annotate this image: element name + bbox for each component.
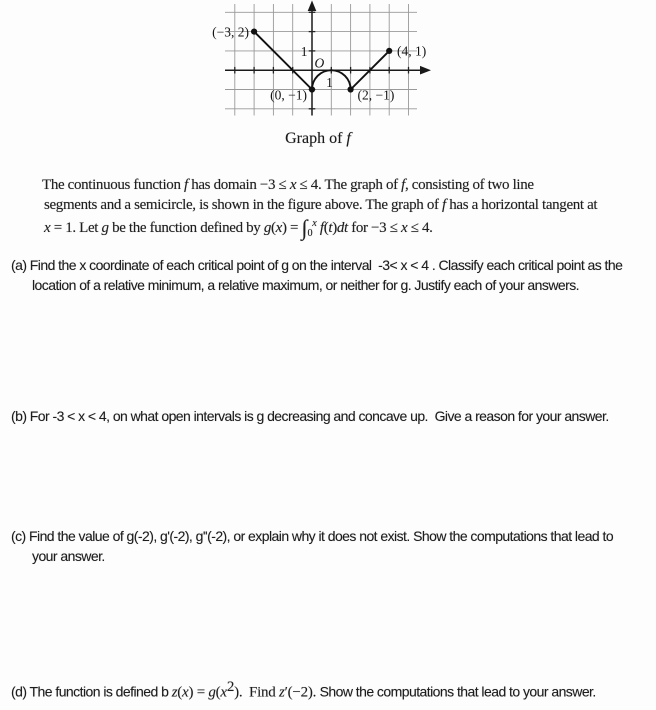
x-tick-label: 1 <box>326 75 333 91</box>
part-a-line-1: (a) Find the x coordinate of each critical point of g on the interval -3< x < 4 . Classify each critical point as the <box>11 257 623 273</box>
origin-label: O <box>314 55 325 71</box>
data-point <box>251 29 257 35</box>
point-label-0-neg1: (0, −1) <box>270 87 307 103</box>
figure-caption: Graph of f <box>285 130 351 147</box>
intro-paragraph-line-2: segments and a semicircle, is shown in the figure above. The graph of f has a horizontal tangent at <box>44 197 598 213</box>
y-axis-arrow-icon <box>308 1 317 12</box>
point-label-neg3-2: (−3, 2) <box>212 24 249 40</box>
part-b-line-1: (b) For -3 < x < 4, on what open intervals is g decreasing and concave up. Give a reason for your answer. <box>11 408 609 424</box>
point-label-2-neg1: (2, −1) <box>357 87 395 103</box>
x-axis-arrow-icon <box>420 66 431 75</box>
point-label-4-1: (4, 1) <box>397 43 427 59</box>
part-c-line-2: your answer. <box>32 547 105 564</box>
graph-of-f-figure <box>188 0 458 126</box>
intro-paragraph-line-3: x = 1. Let g be the function defined by $g(x) = \int_0^x$ f(t)dt for −3 ≤ x ≤ 4. <box>44 215 433 240</box>
part-d-line-1: (d) The function is defined b z(x) = g(x2). Find z′(−2). Show the computations that lead to your answer. <box>11 679 596 701</box>
intro-paragraph-line-1: The continuous function f has domain −3 ≤ x ≤ 4. The graph of f, consisting of two line <box>42 177 534 193</box>
data-point <box>309 86 315 92</box>
y-tick-label: 1 <box>300 43 308 59</box>
part-c-line-1: (c) Find the value of g(-2), g'(-2), g''(-2), or explain why it does not exist. Show the computations that lead to <box>11 528 614 544</box>
data-point <box>386 48 392 54</box>
part-a-line-2: location of a relative minimum, a relative maximum, or neither for g. Justify each of your answers. <box>32 276 580 293</box>
data-point <box>348 86 354 92</box>
